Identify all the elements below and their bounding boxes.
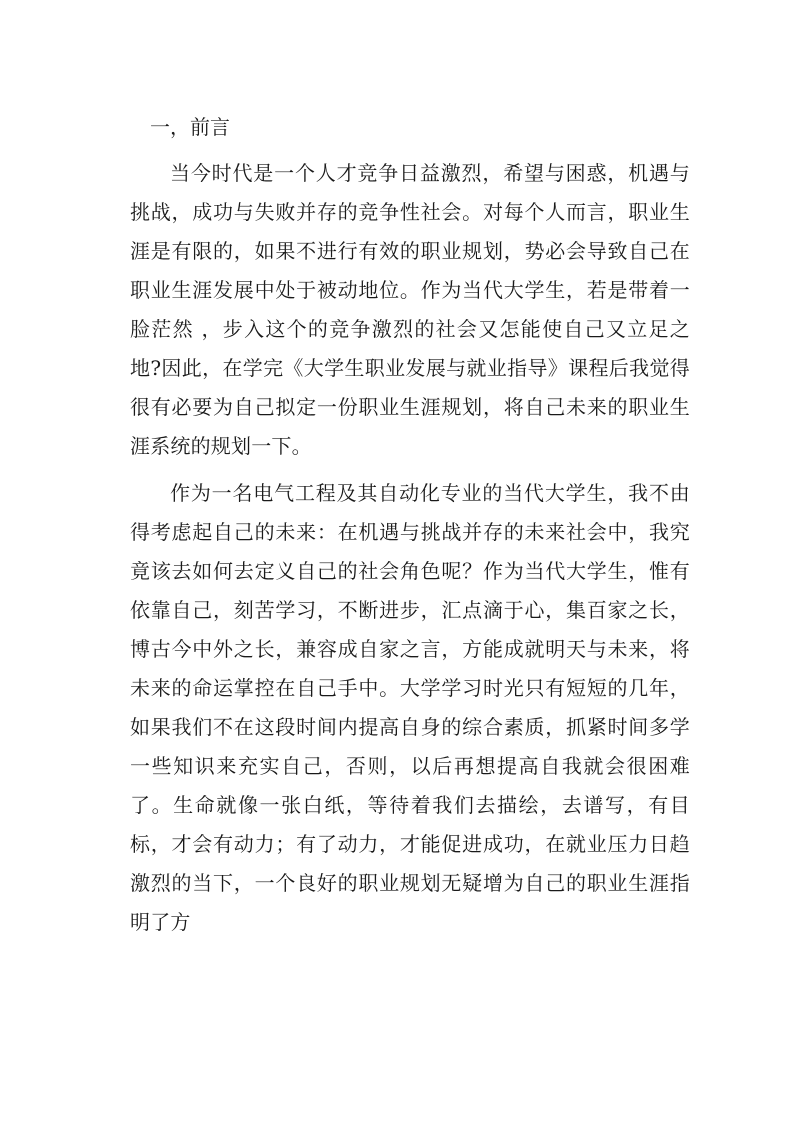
document-body [130, 108, 690, 950]
section-heading: 一，前言 [150, 115, 230, 139]
paragraph-intro: 当今时代是一个人才竞争日益激烈，希望与困惑，机遇与挑战，成功与失败并存的竞争性社会。对每个人而言，职业生涯是有限的，如果不进行有效的职业规划，势必会导致自己在职业生涯发展中处于被动地位。作为当代大学生，若是带着一脸茫然 ，步入这个的竞争激烈的社会又怎能使自己又立足之地?因此，在学完《大学生职业发展与就业指导》课程后我觉得很有必要为自己拟定一份职业生涯规划，将自己未来的职业生涯系统的规划一下。 [130, 161, 690, 458]
paragraph-self-reflection: 作为一名电气工程及其自动化专业的当代大学生，我不由得考虑起自己的未来：在机遇与挑战并存的未来社会中，我究竟该去如何去定义自己的社会角色呢？作为当代大学生，惟有依靠自己，刻苦学习，不断进步，汇点滴于心，集百家之长，博古今中外之长，兼容成自家之言，方能成就明天与未来，将未来的命运掌控在自己手中。大学学习时光只有短短的几年，如果我们不在这段时间内提高自身的综合素质，抓紧时间多学一些知识来充实自己，否则，以后再想提高自我就会很困难了。生命就像一张白纸，等待着我们去描绘，去谱写，有目标，才会有动力；有了动力，才能促进成功，在就业压力日趋激烈的当下，一个良好的职业规划无疑增为自己的职业生涯指明了方 [130, 481, 690, 934]
